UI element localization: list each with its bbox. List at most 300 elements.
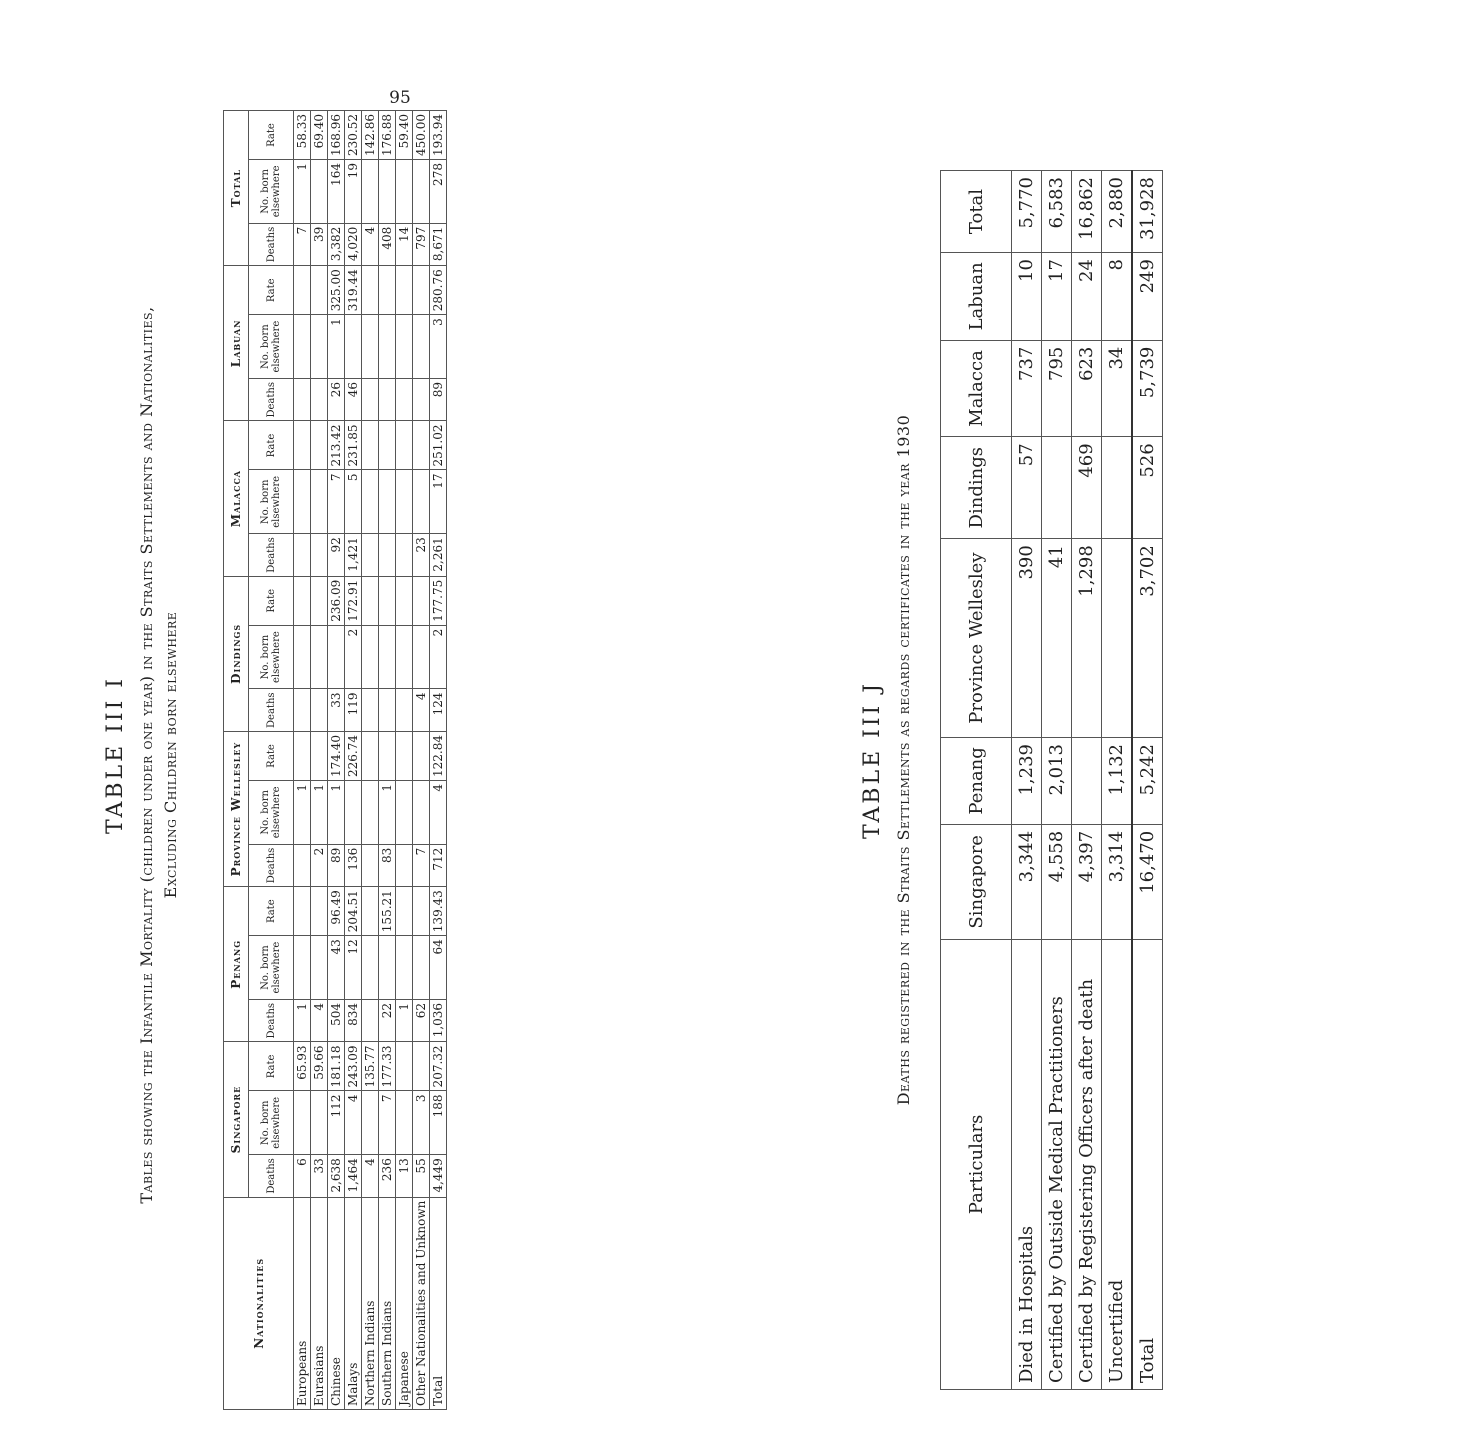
- value-cell: [311, 689, 328, 732]
- value-cell: [362, 625, 379, 689]
- value-cell: [1102, 437, 1133, 539]
- value-cell: 172.91: [345, 576, 362, 625]
- value-cell: 155.21: [379, 887, 396, 936]
- value-cell: [294, 421, 311, 470]
- value-cell: 1: [294, 999, 311, 1042]
- column-header: Malacca: [941, 340, 1012, 437]
- group-header: Malacca: [224, 421, 249, 576]
- value-cell: 22: [379, 999, 396, 1042]
- value-cell: [379, 731, 396, 780]
- value-cell: 2: [345, 625, 362, 689]
- value-cell: [379, 266, 396, 315]
- value-cell: 712: [430, 844, 447, 887]
- value-cell: [311, 160, 328, 224]
- value-cell: 204.51: [345, 887, 362, 936]
- value-cell: 58.33: [294, 111, 311, 160]
- value-cell: 122.84: [430, 731, 447, 780]
- particulars-label: Died in Hospitals: [1012, 939, 1042, 1389]
- value-cell: 4: [430, 780, 447, 844]
- value-cell: 251.02: [430, 421, 447, 470]
- value-cell: 3,344: [1012, 824, 1042, 939]
- column-header: Province Wellesley: [941, 539, 1012, 738]
- column-header-deaths: Deaths: [249, 844, 294, 887]
- value-cell: 12: [345, 936, 362, 1000]
- table-row: [294, 111, 311, 1410]
- column-header-nob: No. born elsewhere: [249, 1091, 294, 1155]
- value-cell: [345, 315, 362, 379]
- value-cell: [396, 470, 413, 534]
- value-cell: 4: [362, 1155, 379, 1198]
- value-cell: 1,036: [430, 999, 447, 1042]
- value-cell: [379, 936, 396, 1000]
- value-cell: 89: [430, 379, 447, 422]
- value-cell: [413, 780, 430, 844]
- value-cell: 5,770: [1012, 171, 1042, 253]
- value-cell: 33: [311, 1155, 328, 1198]
- value-cell: 236.09: [328, 576, 345, 625]
- value-cell: [311, 315, 328, 379]
- value-cell: 390: [1012, 539, 1042, 738]
- value-cell: 7: [294, 223, 311, 266]
- value-cell: 325.00: [328, 266, 345, 315]
- value-cell: 193.94: [430, 111, 447, 160]
- value-cell: 57: [1012, 437, 1042, 539]
- value-cell: [362, 1091, 379, 1155]
- value-cell: 119: [345, 689, 362, 732]
- value-cell: [379, 470, 396, 534]
- nationality-label: Japanese: [396, 1197, 413, 1409]
- value-cell: [311, 470, 328, 534]
- column-header-rate: Rate: [249, 731, 294, 780]
- value-cell: 136: [345, 844, 362, 887]
- table-row: [362, 111, 379, 1410]
- column-header-nob: No. born elsewhere: [249, 936, 294, 1000]
- value-cell: [311, 421, 328, 470]
- table-row: [413, 111, 430, 1410]
- value-cell: 3: [413, 1091, 430, 1155]
- nationalities-header: Nationalities: [224, 1197, 294, 1409]
- value-cell: 4: [362, 223, 379, 266]
- table-iii-i-subtitle-2: Excluding Children born elsewhere: [161, 611, 180, 899]
- column-header: Labuan: [941, 253, 1012, 341]
- value-cell: 39: [311, 223, 328, 266]
- value-cell: [311, 625, 328, 689]
- value-cell: [294, 844, 311, 887]
- value-cell: 13: [396, 1155, 413, 1198]
- value-cell: 207.32: [430, 1042, 447, 1091]
- column-header-rate: Rate: [249, 887, 294, 936]
- value-cell: [362, 999, 379, 1042]
- value-cell: 92: [328, 534, 345, 577]
- value-cell: 177.33: [379, 1042, 396, 1091]
- value-cell: 278: [430, 160, 447, 224]
- value-cell: 16,470: [1132, 824, 1163, 939]
- value-cell: 526: [1132, 437, 1163, 539]
- value-cell: [294, 731, 311, 780]
- value-cell: [294, 379, 311, 422]
- column-header-rate: Rate: [249, 111, 294, 160]
- value-cell: 23: [413, 534, 430, 577]
- value-cell: 2,638: [328, 1155, 345, 1198]
- value-cell: 17: [430, 470, 447, 534]
- table-body: [294, 111, 447, 1410]
- table-iii-i-section: [103, 100, 723, 1410]
- value-cell: 2,880: [1102, 171, 1133, 253]
- header-row: [941, 171, 1012, 1390]
- value-cell: 469: [1072, 437, 1102, 539]
- value-cell: 33: [328, 689, 345, 732]
- nationality-label: Malays: [345, 1197, 362, 1409]
- value-cell: 31,928: [1132, 171, 1163, 253]
- value-cell: 504: [328, 999, 345, 1042]
- value-cell: 174.40: [328, 731, 345, 780]
- value-cell: [294, 315, 311, 379]
- value-cell: 408: [379, 223, 396, 266]
- value-cell: 8,671: [430, 223, 447, 266]
- column-header-deaths: Deaths: [249, 689, 294, 732]
- value-cell: 243.09: [345, 1042, 362, 1091]
- value-cell: 65.93: [294, 1042, 311, 1091]
- value-cell: 213.42: [328, 421, 345, 470]
- value-cell: 834: [345, 999, 362, 1042]
- value-cell: [396, 379, 413, 422]
- value-cell: [396, 689, 413, 732]
- value-cell: [396, 936, 413, 1000]
- value-cell: 4,397: [1072, 824, 1102, 939]
- value-cell: [362, 379, 379, 422]
- column-header-nob: No. born elsewhere: [249, 160, 294, 224]
- table-row: [1012, 171, 1042, 1390]
- value-cell: 6,583: [1042, 171, 1072, 253]
- value-cell: [413, 576, 430, 625]
- column-header: Total: [941, 171, 1012, 253]
- value-cell: [362, 266, 379, 315]
- value-cell: 7: [379, 1091, 396, 1155]
- value-cell: 1,132: [1102, 738, 1133, 825]
- value-cell: 280.76: [430, 266, 447, 315]
- column-header-deaths: Deaths: [249, 379, 294, 422]
- nationality-label: Southern Indians: [379, 1197, 396, 1409]
- value-cell: 1: [311, 780, 328, 844]
- value-cell: 62: [413, 999, 430, 1042]
- value-cell: 139.43: [430, 887, 447, 936]
- value-cell: 1: [379, 780, 396, 844]
- value-cell: [413, 936, 430, 1000]
- value-cell: [362, 844, 379, 887]
- value-cell: [413, 160, 430, 224]
- value-cell: [362, 470, 379, 534]
- table-row: [328, 111, 345, 1410]
- table-row: [396, 111, 413, 1410]
- value-cell: [294, 266, 311, 315]
- value-cell: 124: [430, 689, 447, 732]
- value-cell: [311, 936, 328, 1000]
- table-row: [345, 111, 362, 1410]
- column-header-rate: Rate: [249, 266, 294, 315]
- value-cell: [362, 887, 379, 936]
- value-cell: [328, 625, 345, 689]
- value-cell: [396, 844, 413, 887]
- table-row: [1072, 171, 1102, 1390]
- value-cell: [379, 160, 396, 224]
- value-cell: 46: [345, 379, 362, 422]
- value-cell: [294, 470, 311, 534]
- particulars-label: Certified by Registering Officers after death: [1072, 939, 1102, 1389]
- value-cell: 1,464: [345, 1155, 362, 1198]
- value-cell: [294, 936, 311, 1000]
- value-cell: 230.52: [345, 111, 362, 160]
- value-cell: [413, 887, 430, 936]
- value-cell: 59.66: [311, 1042, 328, 1091]
- value-cell: [311, 379, 328, 422]
- value-cell: [294, 689, 311, 732]
- value-cell: 59.40: [396, 111, 413, 160]
- value-cell: [379, 625, 396, 689]
- value-cell: [362, 421, 379, 470]
- column-header-deaths: Deaths: [249, 534, 294, 577]
- value-cell: 19: [345, 160, 362, 224]
- value-cell: 168.96: [328, 111, 345, 160]
- value-cell: [362, 936, 379, 1000]
- nationality-label: Europeans: [294, 1197, 311, 1409]
- value-cell: 319.44: [345, 266, 362, 315]
- value-cell: 1: [396, 999, 413, 1042]
- value-cell: [311, 731, 328, 780]
- death-certificates-table: [940, 170, 1163, 1390]
- nationality-label: Northern Indians: [362, 1197, 379, 1409]
- value-cell: [294, 1091, 311, 1155]
- value-cell: [413, 1042, 430, 1091]
- table-iii-i-subtitle: Tables showing the Infantile Mortality (children under one year) in the Straits Settlements and Nationalities,: [137, 306, 156, 1204]
- value-cell: [396, 625, 413, 689]
- value-cell: 450.00: [413, 111, 430, 160]
- column-header-nob: No. born elsewhere: [249, 315, 294, 379]
- table-row: [1042, 171, 1072, 1390]
- value-cell: 4: [413, 689, 430, 732]
- value-cell: 1: [294, 780, 311, 844]
- value-cell: [362, 576, 379, 625]
- value-cell: 1: [294, 160, 311, 224]
- value-cell: [396, 534, 413, 577]
- value-cell: [311, 887, 328, 936]
- value-cell: 135.77: [362, 1042, 379, 1091]
- column-header: Singapore: [941, 824, 1012, 939]
- value-cell: 10: [1012, 253, 1042, 341]
- value-cell: 4: [311, 999, 328, 1042]
- column-header-deaths: Deaths: [249, 223, 294, 266]
- column-header-nob: No. born elsewhere: [249, 780, 294, 844]
- column-header: Particulars: [941, 939, 1012, 1389]
- table-iii-i-title: TABLE III I: [103, 676, 128, 834]
- nationality-label: Eurasians: [311, 1197, 328, 1409]
- column-header-deaths: Deaths: [249, 1155, 294, 1198]
- value-cell: [413, 421, 430, 470]
- value-cell: [311, 576, 328, 625]
- value-cell: [294, 534, 311, 577]
- value-cell: 69.40: [311, 111, 328, 160]
- value-cell: 34: [1102, 340, 1133, 437]
- column-header-rate: Rate: [249, 1042, 294, 1091]
- value-cell: 55: [413, 1155, 430, 1198]
- value-cell: 2: [430, 625, 447, 689]
- value-cell: 3,702: [1132, 539, 1163, 738]
- value-cell: [345, 780, 362, 844]
- page-number: 95: [389, 88, 411, 108]
- value-cell: [379, 379, 396, 422]
- value-cell: [311, 1091, 328, 1155]
- table-iii-j-section: [860, 110, 1460, 1410]
- infantile-mortality-table: [223, 110, 447, 1410]
- table-iii-j-title: TABLE III J: [860, 680, 885, 840]
- value-cell: 112: [328, 1091, 345, 1155]
- group-header: Penang: [224, 887, 249, 1042]
- group-header: Singapore: [224, 1042, 249, 1197]
- value-cell: 188: [430, 1091, 447, 1155]
- value-cell: 797: [413, 223, 430, 266]
- value-cell: [311, 266, 328, 315]
- value-cell: 5,739: [1132, 340, 1163, 437]
- value-cell: [1072, 738, 1102, 825]
- value-cell: [379, 576, 396, 625]
- table-row: [1102, 171, 1133, 1390]
- group-header-row: [224, 111, 249, 1410]
- value-cell: 737: [1012, 340, 1042, 437]
- nationality-label: Total: [430, 1197, 447, 1409]
- value-cell: 96.49: [328, 887, 345, 936]
- value-cell: 1,239: [1012, 738, 1042, 825]
- value-cell: [379, 315, 396, 379]
- value-cell: 3,382: [328, 223, 345, 266]
- value-cell: [413, 731, 430, 780]
- value-cell: 226.74: [345, 731, 362, 780]
- particulars-label: Total: [1132, 939, 1163, 1389]
- table-row: [379, 111, 396, 1410]
- group-header: Dindings: [224, 576, 249, 731]
- particulars-label: Uncertified: [1102, 939, 1133, 1389]
- table-row: [311, 111, 328, 1410]
- value-cell: [396, 887, 413, 936]
- value-cell: [294, 625, 311, 689]
- value-cell: 16,862: [1072, 171, 1102, 253]
- table-row: [1132, 171, 1163, 1390]
- value-cell: 7: [413, 844, 430, 887]
- column-header: Penang: [941, 738, 1012, 825]
- value-cell: 1,298: [1072, 539, 1102, 738]
- value-cell: [294, 887, 311, 936]
- value-cell: 83: [379, 844, 396, 887]
- value-cell: 1,421: [345, 534, 362, 577]
- value-cell: 1: [328, 315, 345, 379]
- value-cell: 2,013: [1042, 738, 1072, 825]
- value-cell: 236: [379, 1155, 396, 1198]
- particulars-label: Certified by Outside Medical Practitioners: [1042, 939, 1072, 1389]
- value-cell: 41: [1042, 539, 1072, 738]
- value-cell: [413, 266, 430, 315]
- value-cell: [396, 576, 413, 625]
- column-header: Dindings: [941, 437, 1012, 539]
- value-cell: 2,261: [430, 534, 447, 577]
- value-cell: [396, 1042, 413, 1091]
- value-cell: 2: [311, 844, 328, 887]
- value-cell: 26: [328, 379, 345, 422]
- value-cell: [413, 470, 430, 534]
- value-cell: 89: [328, 844, 345, 887]
- value-cell: [396, 421, 413, 470]
- nationality-label: Other Nationalities and Unknown: [413, 1197, 430, 1409]
- value-cell: [379, 421, 396, 470]
- value-cell: [413, 625, 430, 689]
- value-cell: 4,449: [430, 1155, 447, 1198]
- value-cell: [1042, 437, 1072, 539]
- value-cell: 231.85: [345, 421, 362, 470]
- value-cell: 623: [1072, 340, 1102, 437]
- value-cell: [362, 689, 379, 732]
- value-cell: 5,242: [1132, 738, 1163, 825]
- value-cell: 1: [328, 780, 345, 844]
- value-cell: [311, 534, 328, 577]
- value-cell: [379, 689, 396, 732]
- value-cell: 6: [294, 1155, 311, 1198]
- value-cell: [362, 731, 379, 780]
- value-cell: [362, 315, 379, 379]
- value-cell: 43: [328, 936, 345, 1000]
- value-cell: [362, 780, 379, 844]
- value-cell: [396, 160, 413, 224]
- table-iii-j-subtitle: Deaths registered in the Straits Settlements as regards certificates in the year 1930: [894, 414, 913, 1106]
- column-header-nob: No. born elsewhere: [249, 470, 294, 534]
- group-header: Labuan: [224, 266, 249, 421]
- value-cell: [396, 780, 413, 844]
- value-cell: [396, 266, 413, 315]
- column-header-rate: Rate: [249, 576, 294, 625]
- group-header: Province Wellesley: [224, 731, 249, 886]
- value-cell: [413, 315, 430, 379]
- column-header-rate: Rate: [249, 421, 294, 470]
- value-cell: 4,020: [345, 223, 362, 266]
- value-cell: 17: [1042, 253, 1072, 341]
- value-cell: 795: [1042, 340, 1072, 437]
- value-cell: 176.88: [379, 111, 396, 160]
- value-cell: [362, 534, 379, 577]
- value-cell: [294, 576, 311, 625]
- value-cell: 3,314: [1102, 824, 1133, 939]
- column-header-nob: No. born elsewhere: [249, 625, 294, 689]
- value-cell: [396, 315, 413, 379]
- value-cell: 164: [328, 160, 345, 224]
- value-cell: 142.86: [362, 111, 379, 160]
- table-row: [430, 111, 447, 1410]
- value-cell: 249: [1132, 253, 1163, 341]
- value-cell: 64: [430, 936, 447, 1000]
- value-cell: [413, 379, 430, 422]
- value-cell: 8: [1102, 253, 1133, 341]
- group-header: Total: [224, 111, 249, 266]
- value-cell: 14: [396, 223, 413, 266]
- value-cell: 181.18: [328, 1042, 345, 1091]
- value-cell: [396, 1091, 413, 1155]
- value-cell: 3: [430, 315, 447, 379]
- value-cell: 4,558: [1042, 824, 1072, 939]
- column-header-deaths: Deaths: [249, 999, 294, 1042]
- value-cell: [362, 160, 379, 224]
- value-cell: [1102, 539, 1133, 738]
- table-body: [1012, 171, 1163, 1390]
- value-cell: 5: [345, 470, 362, 534]
- value-cell: 24: [1072, 253, 1102, 341]
- value-cell: [379, 534, 396, 577]
- value-cell: 4: [345, 1091, 362, 1155]
- value-cell: 177.75: [430, 576, 447, 625]
